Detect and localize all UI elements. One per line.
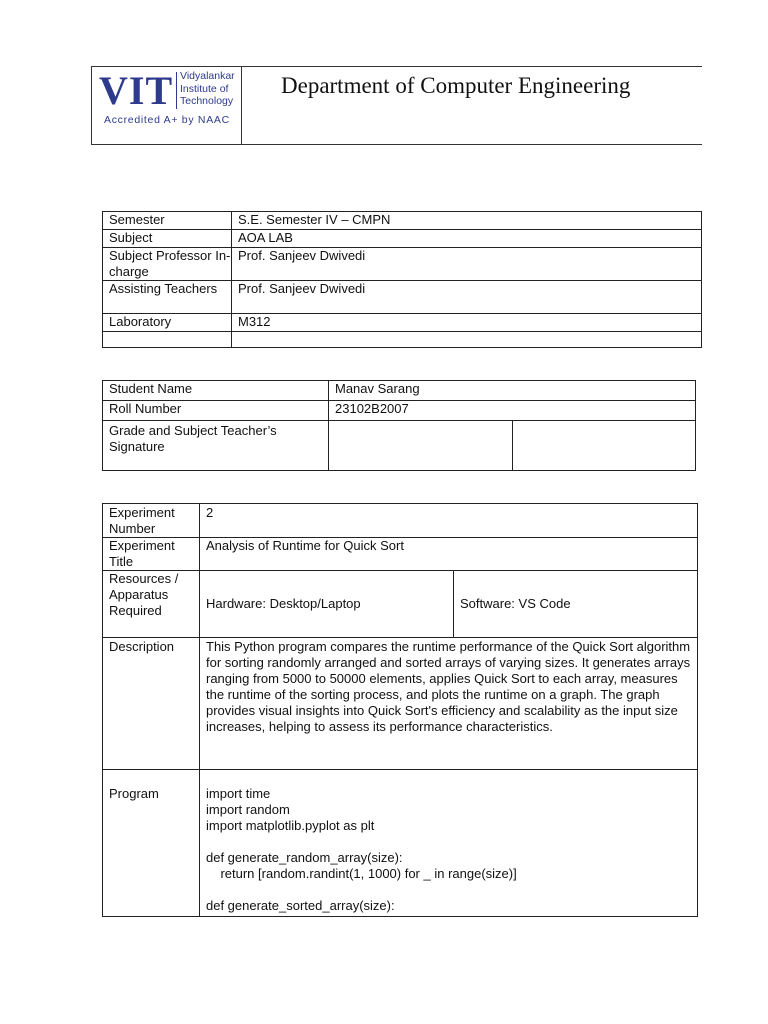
course-info-table (102, 211, 702, 348)
field-label: Subject (103, 230, 232, 248)
code-line: def generate_sorted_array(size): (206, 898, 395, 913)
grade-cell (329, 421, 513, 471)
field-label: Resources / Apparatus Required (103, 571, 200, 638)
field-value: AOA LAB (232, 230, 702, 248)
hardware-requirement: Hardware: Desktop/Laptop (200, 571, 454, 638)
field-value: S.E. Semester IV – CMPN (232, 212, 702, 230)
field-label: Student Name (103, 381, 329, 401)
logo-line: Technology (180, 95, 234, 107)
field-value: Prof. Sanjeev Dwivedi (232, 248, 702, 281)
department-title: Department of Computer Engineering (281, 73, 631, 98)
logo-line: Institute of (180, 82, 229, 95)
code-line (206, 834, 697, 850)
field-label: Semester (103, 212, 232, 230)
field-label: Roll Number (103, 401, 329, 421)
field-label: Experiment Number (103, 504, 200, 538)
field-label: Laboratory (103, 314, 232, 332)
table-row (103, 212, 702, 230)
logo-line: Vidyalankar (180, 70, 235, 82)
field-label: Subject Professor In-charge (103, 248, 232, 281)
experiment-number: 2 (200, 504, 698, 538)
table-row (103, 248, 702, 281)
table-row (103, 314, 702, 332)
student-name: Manav Sarang (329, 381, 696, 401)
table-row (103, 332, 702, 348)
field-value: M312 (232, 314, 702, 332)
code-line: import random (206, 802, 290, 817)
field-value: Prof. Sanjeev Dwivedi (232, 281, 702, 314)
signature-cell (513, 421, 696, 471)
table-row (103, 538, 698, 571)
code-line: def generate_random_array(size): (206, 850, 403, 865)
experiment-title: Analysis of Runtime for Quick Sort (200, 538, 698, 571)
document-header (91, 66, 702, 145)
college-logo (92, 67, 242, 144)
table-row (103, 401, 696, 421)
logo-mark: VIT (99, 68, 174, 113)
field-label: Program (103, 770, 200, 917)
field-label (103, 332, 232, 348)
field-label: Experiment Title (103, 538, 200, 571)
experiment-description: This Python program compares the runtime performance of the Quick Sort algorithm for sorting randomly arranged and sorted arrays of varying sizes. It generates arrays ranging from 5000 to 50000 elements, applies Quick Sort to each array, measures the runtime of the sorting process, and plots the runtime on a graph. The graph provides visual insights into Quick Sort's efficiency and scalability as the input size increases, helping to assess its performance characteristics. (200, 638, 698, 770)
code-line: import matplotlib.pyplot as plt (206, 818, 375, 833)
table-row (103, 504, 698, 538)
table-row (103, 421, 696, 471)
table-row (103, 230, 702, 248)
table-row (103, 770, 698, 917)
experiment-table (102, 503, 698, 917)
student-info-table (102, 380, 696, 471)
field-label: Grade and Subject Teacher’s Signature (103, 421, 329, 471)
table-row (103, 638, 698, 770)
code-line: import time (206, 786, 271, 801)
program-code (200, 770, 698, 917)
table-row (103, 381, 696, 401)
code-line (206, 882, 697, 898)
software-requirement: Software: VS Code (454, 571, 698, 638)
logo-accreditation: Accredited A+ by NAAC (104, 114, 230, 126)
field-label: Assisting Teachers (103, 281, 232, 314)
code-line: return [random.randint(1, 1000) for _ in range(size)] (206, 866, 517, 881)
field-value (232, 332, 702, 348)
roll-number: 23102B2007 (329, 401, 696, 421)
logo-divider (176, 72, 177, 109)
logo-institute-name (180, 70, 235, 108)
table-row (103, 571, 698, 638)
table-row (103, 281, 702, 314)
field-label: Description (103, 638, 200, 770)
